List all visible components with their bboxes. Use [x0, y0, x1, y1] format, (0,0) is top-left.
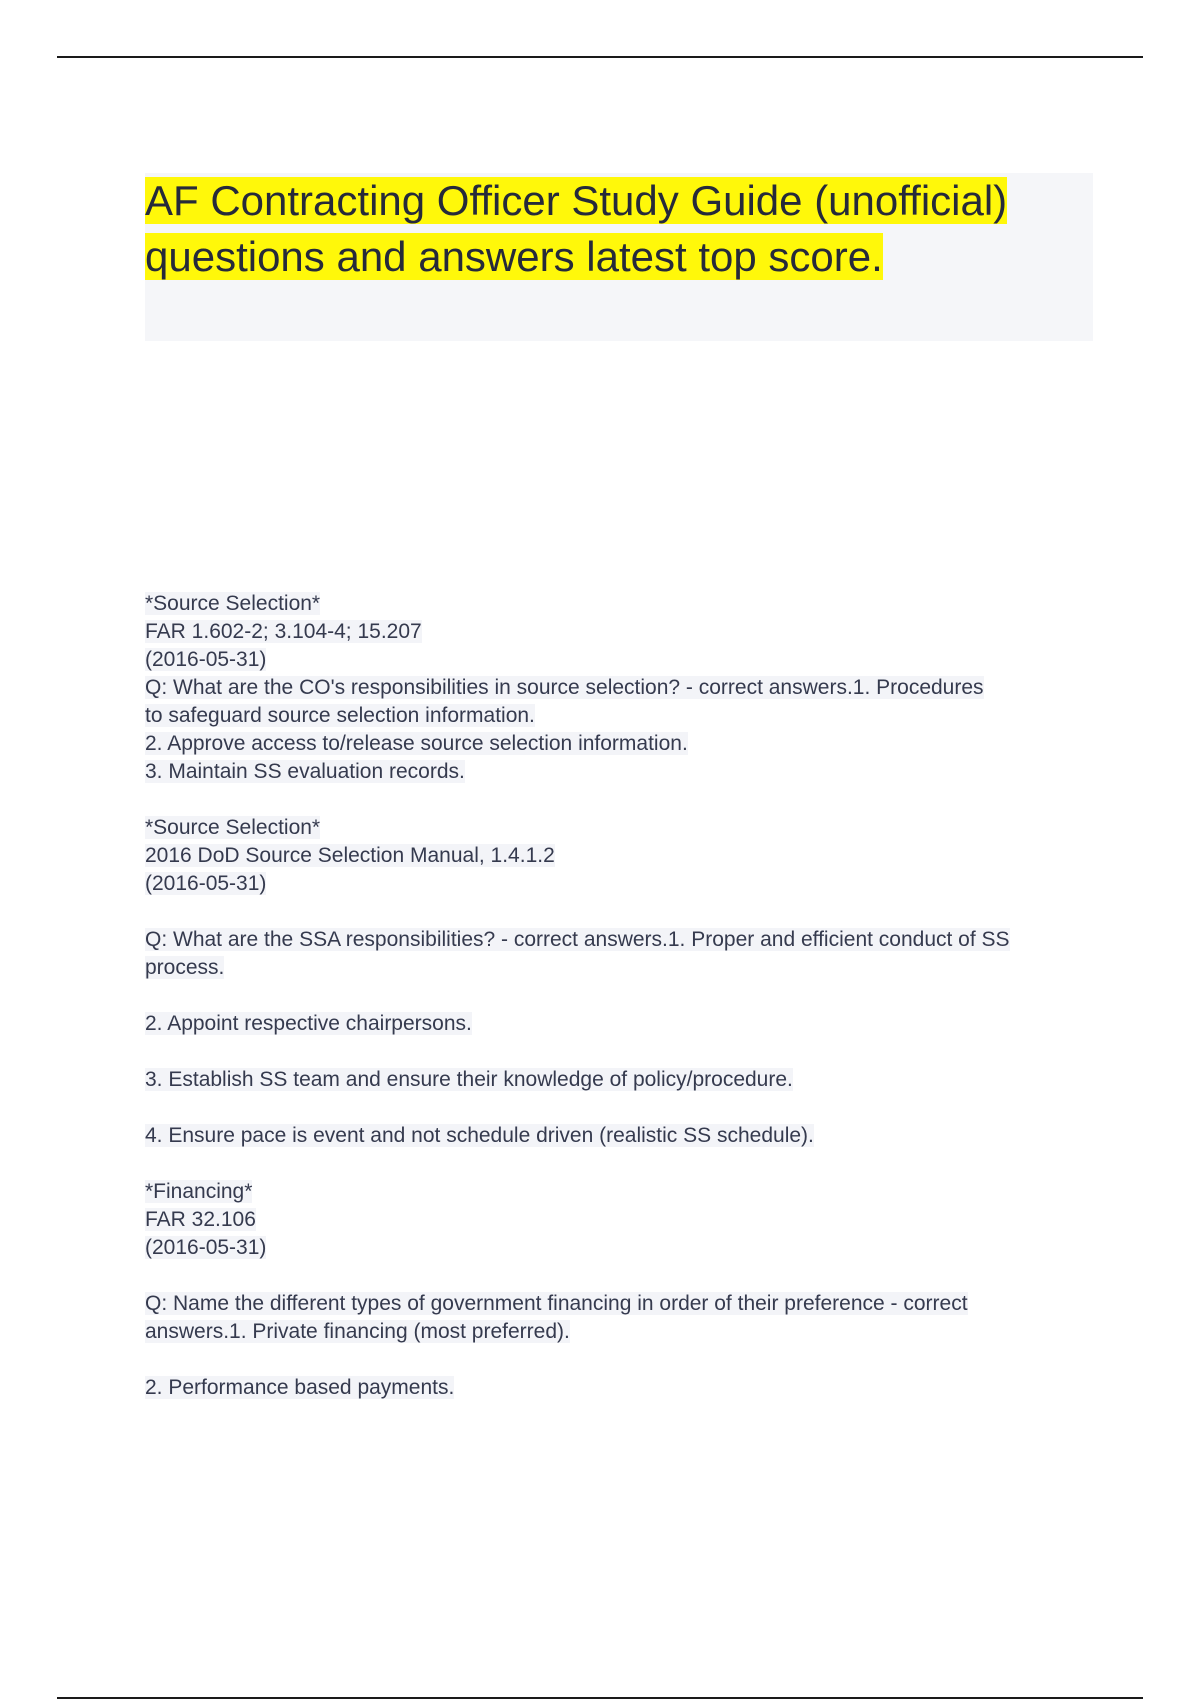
- entry-question: Q: Name the different types of government financing in order of their preference - correct answers.1. Private financing (most preferred).: [145, 1292, 968, 1343]
- entry-question: Q: What are the CO's responsibilities in source selection? - correct answers.1. Procedures to safeguard source selection information.: [145, 676, 984, 727]
- entry-answer: 4. Ensure pace is event and not schedule driven (realistic SS schedule).: [145, 1124, 814, 1147]
- entry-reference: 2016 DoD Source Selection Manual, 1.4.1.2: [145, 844, 555, 867]
- entry-date: (2016-05-31): [145, 648, 267, 671]
- qa-entry: [145, 590, 1105, 786]
- top-rule: [57, 56, 1143, 58]
- entry-date: (2016-05-31): [145, 872, 267, 895]
- bottom-rule: [57, 1697, 1143, 1699]
- entry-answer: 3. Maintain SS evaluation records.: [145, 760, 465, 783]
- entry-answer: 2. Approve access to/release source selection information.: [145, 732, 688, 755]
- entry-question: Q: What are the SSA responsibilities? - correct answers.1. Proper and efficient conduct of SS process.: [145, 928, 1010, 979]
- entry-reference: FAR 1.602-2; 3.104-4; 15.207: [145, 620, 422, 643]
- entry-category: *Source Selection*: [145, 592, 321, 615]
- title-block: [145, 173, 1093, 341]
- entry-date: (2016-05-31): [145, 1236, 267, 1259]
- entry-answer: 2. Performance based payments.: [145, 1376, 455, 1399]
- title-highlight: AF Contracting Officer Study Guide (unofficial) questions and answers latest top score.: [145, 177, 1008, 280]
- entry-category: *Financing*: [145, 1180, 253, 1203]
- document-title: [145, 173, 1093, 285]
- study-guide-content: [145, 590, 1105, 1402]
- entry-reference: FAR 32.106: [145, 1208, 256, 1231]
- entry-answer: 3. Establish SS team and ensure their knowledge of policy/procedure.: [145, 1068, 793, 1091]
- qa-entry: [145, 814, 1105, 1150]
- qa-entry: [145, 1178, 1105, 1402]
- entry-category: *Source Selection*: [145, 816, 321, 839]
- entry-answer: 2. Appoint respective chairpersons.: [145, 1012, 472, 1035]
